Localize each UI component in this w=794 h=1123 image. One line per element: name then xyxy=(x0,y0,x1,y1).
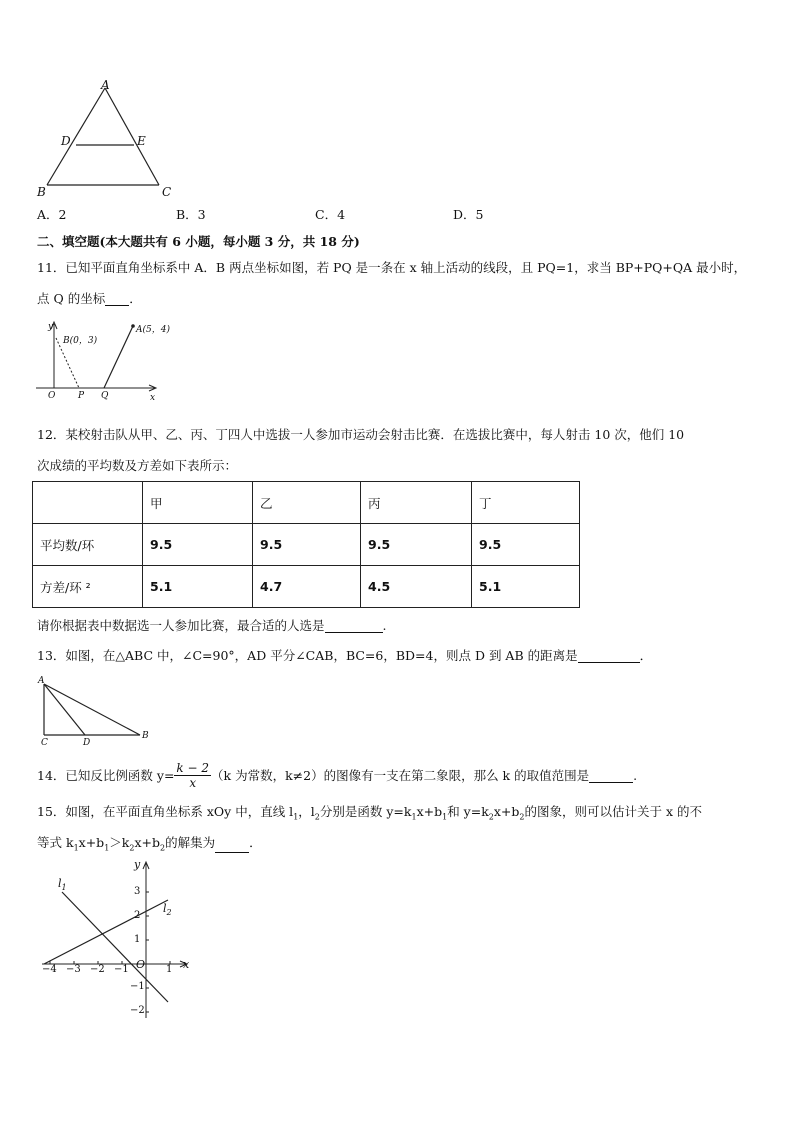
section-title: 二、填空题(本大题共有 6 小题，每小题 3 分，共 18 分) xyxy=(37,234,360,249)
q13-figure xyxy=(36,676,156,746)
q14-pre: 14．已知反比例函数 y= xyxy=(37,768,175,783)
label-a: A xyxy=(101,78,110,92)
table-cell: 9.5 xyxy=(143,524,253,566)
q11-label-y: y xyxy=(48,322,54,332)
table-header-cell: 丁 xyxy=(472,482,580,524)
q11-text: 点 Q 的坐标 xyxy=(37,291,106,306)
option-b: B．3 xyxy=(176,207,206,222)
q15-sub: 1 xyxy=(442,812,448,822)
table-header-cell: 乙 xyxy=(253,482,361,524)
table-cell: 9.5 xyxy=(361,524,472,566)
q14-denominator: x xyxy=(189,775,197,790)
table-cell: 5.1 xyxy=(143,566,253,608)
table-cell: 4.7 xyxy=(253,566,361,608)
q12-blank xyxy=(325,632,383,633)
q13-label-b: B xyxy=(142,731,149,741)
table-row xyxy=(33,566,580,608)
table-row-label: 方差/环 ² xyxy=(33,566,143,608)
table-cell: 9.5 xyxy=(253,524,361,566)
q14-blank xyxy=(589,768,633,783)
q13-line xyxy=(37,650,652,663)
option-a: A．2 xyxy=(37,207,67,222)
table-cell: 9.5 xyxy=(472,524,580,566)
q15-l1c: 分别是函数 y=k xyxy=(319,804,412,819)
q15-label-x: x xyxy=(183,958,190,971)
label-d: D xyxy=(61,134,71,148)
q15-label-o: O xyxy=(136,958,146,971)
q11-end: ． xyxy=(129,291,142,306)
q15-l2-letter: l xyxy=(163,902,167,915)
q13-text: 13．如图，在△ABC 中，∠C=90°，AD 平分∠CAB，BC=6，BD=4，则点 D 到 AB 的距离是 xyxy=(37,648,578,663)
label-c: C xyxy=(162,185,172,199)
q15-sub: 2 xyxy=(129,843,135,853)
q15-end: ． xyxy=(249,835,262,850)
q15-xtick: −1 xyxy=(114,964,129,975)
q15-label-y: y xyxy=(134,858,141,871)
q11-line1: 11．已知平面直角坐标系中 A．B 两点坐标如图，若 PQ 是一条在 x 轴上活动的线段，且 PQ=1，求当 BP+PQ+QA 最小时， xyxy=(37,260,747,275)
q15-ytick: 1 xyxy=(134,934,141,945)
q11-label-a: A(5，4) xyxy=(136,325,170,335)
q12-after-end: . xyxy=(382,618,387,633)
q15-l1f: x+b xyxy=(493,804,520,819)
q15-l1d: x+b xyxy=(416,804,443,819)
q15-ytick: 2 xyxy=(134,910,141,921)
q15-line1 xyxy=(37,806,702,822)
q15-sub: 2 xyxy=(488,812,494,822)
q13-label-a: A xyxy=(38,676,45,686)
q15-xtick: −3 xyxy=(66,964,81,975)
q15-sub: 1 xyxy=(73,843,79,853)
q15-xtick: 1 xyxy=(166,964,173,975)
q15-label-l1 xyxy=(58,877,67,892)
q15-l2c: ＞k xyxy=(109,835,130,850)
q15-l2a: 等式 k xyxy=(37,835,74,850)
table-header-row xyxy=(33,482,580,524)
q13-label-d: D xyxy=(83,738,91,748)
q15-label-l2 xyxy=(163,902,172,917)
q15-l1-sub: 1 xyxy=(61,883,67,893)
q15-line2 xyxy=(37,837,262,853)
q15-l2d: x+b xyxy=(134,835,160,850)
q15-l1e: 和 y=k xyxy=(447,804,489,819)
q15-l2e: 的解集为 xyxy=(165,835,216,850)
q12-line2: 次成绩的平均数及方差如下表所示： xyxy=(37,458,238,473)
q15-ytick: −2 xyxy=(130,1005,145,1016)
q15-sub: 2 xyxy=(159,843,166,853)
q14-fraction xyxy=(174,761,211,790)
q14-line xyxy=(37,757,637,793)
q12-after-text: 请你根据表中数据选一人参加比赛，最合适的人选是 xyxy=(37,618,325,633)
q13-end: ． xyxy=(639,648,653,663)
q14-end: . xyxy=(633,767,638,783)
q15-xtick: −2 xyxy=(90,964,105,975)
scores-table xyxy=(32,481,580,608)
q15-l1b: ，l xyxy=(298,804,315,819)
q15-sub: 1 xyxy=(411,812,417,822)
q15-ytick: 3 xyxy=(134,886,141,897)
q11-label-q: Q xyxy=(101,391,109,401)
q11-label-o: O xyxy=(48,391,56,401)
q11-label-p: P xyxy=(78,391,85,401)
q15-blank xyxy=(215,840,249,853)
q15-l1g: 的图象，则可以估计关于 x 的不 xyxy=(524,804,702,819)
q15-l2b: x+b xyxy=(78,835,105,850)
label-e: E xyxy=(137,134,146,148)
q14-post: （k 为常数，k≠2）的图像有一支在第二象限，那么 k 的取值范围是 xyxy=(211,768,590,783)
q15-sub: 2 xyxy=(519,812,525,822)
table-row-label: 平均数/环 xyxy=(33,524,143,566)
q13-label-c: C xyxy=(41,738,48,748)
q14-numerator: k − 2 xyxy=(176,760,210,775)
q11-label-b: B(0，3) xyxy=(63,336,98,346)
q12-line1: 12．某校射击队从甲、乙、丙、丁四人中选拔一人参加市运动会射击比赛．在选拔比赛中，每人射击 10 次，他们 10 xyxy=(37,427,685,442)
option-c: C．4 xyxy=(315,207,346,222)
q13-blank xyxy=(578,662,640,663)
q15-sub: 2 xyxy=(314,812,320,822)
q11-line2 xyxy=(37,293,142,306)
table-row xyxy=(33,524,580,566)
q15-sub: 1 xyxy=(293,812,299,822)
q15-l1a: 15．如图，在平面直角坐标系 xOy 中，直线 l xyxy=(37,804,294,819)
option-d: D．5 xyxy=(453,207,484,222)
q15-xtick: −4 xyxy=(42,964,57,975)
q15-l1-letter: l xyxy=(58,877,62,890)
q12-after xyxy=(37,620,387,633)
q11-blank xyxy=(105,305,129,306)
q15-sub: 1 xyxy=(104,843,110,853)
table-cell: 4.5 xyxy=(361,566,472,608)
q15-ytick: −1 xyxy=(130,981,145,992)
label-b: B xyxy=(37,185,46,199)
table-cell xyxy=(33,482,143,524)
q15-l2-sub: 2 xyxy=(166,908,172,918)
table-header-cell: 丙 xyxy=(361,482,472,524)
q11-label-x: x xyxy=(150,393,156,403)
table-header-cell: 甲 xyxy=(143,482,253,524)
table-cell: 5.1 xyxy=(472,566,580,608)
